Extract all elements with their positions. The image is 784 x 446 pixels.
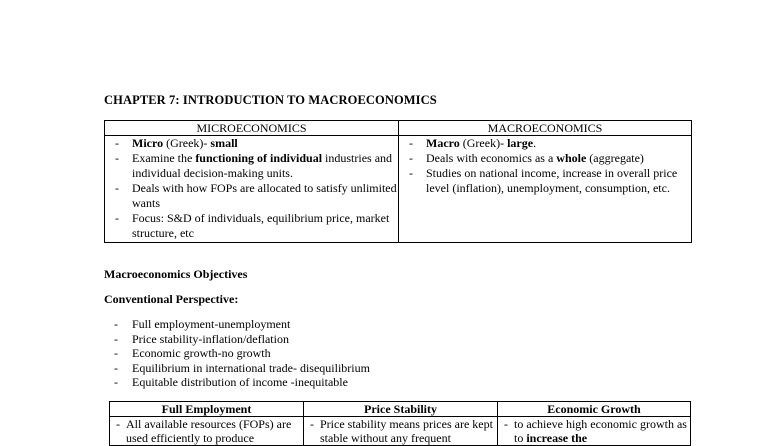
table-header-row — [110, 402, 691, 417]
list-item: - All available resources (FOPs) are used efficiently to produce — [116, 417, 292, 445]
list-item: - Equitable distribution of income -inequitable — [114, 375, 348, 390]
macro-cell — [399, 136, 692, 243]
chapter-title: CHAPTER 7: INTRODUCTION TO MACROECONOMICS — [104, 93, 437, 107]
list-item: - Equilibrium in international trade- disequilibrium — [114, 360, 370, 375]
list-item: - Economic growth-no growth — [114, 346, 271, 361]
price-stability-cell — [304, 417, 498, 446]
table-row — [110, 417, 691, 446]
macro-header: MACROECONOMICS — [399, 121, 692, 136]
table-header-row — [105, 121, 692, 136]
list-item: - Deals with how FOPs are allocated to satisfy unlimited wants — [115, 181, 397, 210]
list-item: - Focus: S&D of individuals, equilibrium price, market structure, etc — [115, 211, 390, 240]
micro-cell — [105, 136, 399, 243]
objectives-heading: Macroeconomics Objectives — [104, 267, 248, 281]
conventional-heading: Conventional Perspective: — [104, 292, 239, 306]
price-stability-header: Price Stability — [304, 402, 498, 417]
economic-growth-cell — [498, 417, 691, 446]
list-item: - Studies on national income, increase in overall price level (inflation), unemployment, consumption, etc. — [409, 166, 678, 195]
micro-macro-table — [104, 120, 692, 243]
full-employment-header: Full Employment — [110, 402, 304, 417]
full-employment-cell — [110, 417, 304, 446]
list-item: - Examine the functioning of individual industries and individual decision-making units. — [115, 151, 393, 180]
economic-growth-header: Economic Growth — [498, 402, 691, 417]
list-item: - Micro (Greek)- small — [115, 136, 238, 150]
list-item: - Deals with economics as a whole (aggregate) — [409, 151, 644, 165]
micro-header: MICROECONOMICS — [105, 121, 399, 136]
table-row — [105, 136, 692, 243]
list-item: - Price stability means prices are kept stable without any frequent — [310, 417, 493, 445]
list-item: - Full employment-unemployment — [114, 317, 291, 331]
list-item: - to achieve high economic growth as to increase the — [504, 417, 687, 445]
list-item: - Macro (Greek)- large. — [409, 136, 537, 150]
goals-table — [109, 401, 691, 446]
list-item: - Price stability-inflation/deflation — [114, 331, 289, 346]
objectives-list — [104, 317, 370, 390]
